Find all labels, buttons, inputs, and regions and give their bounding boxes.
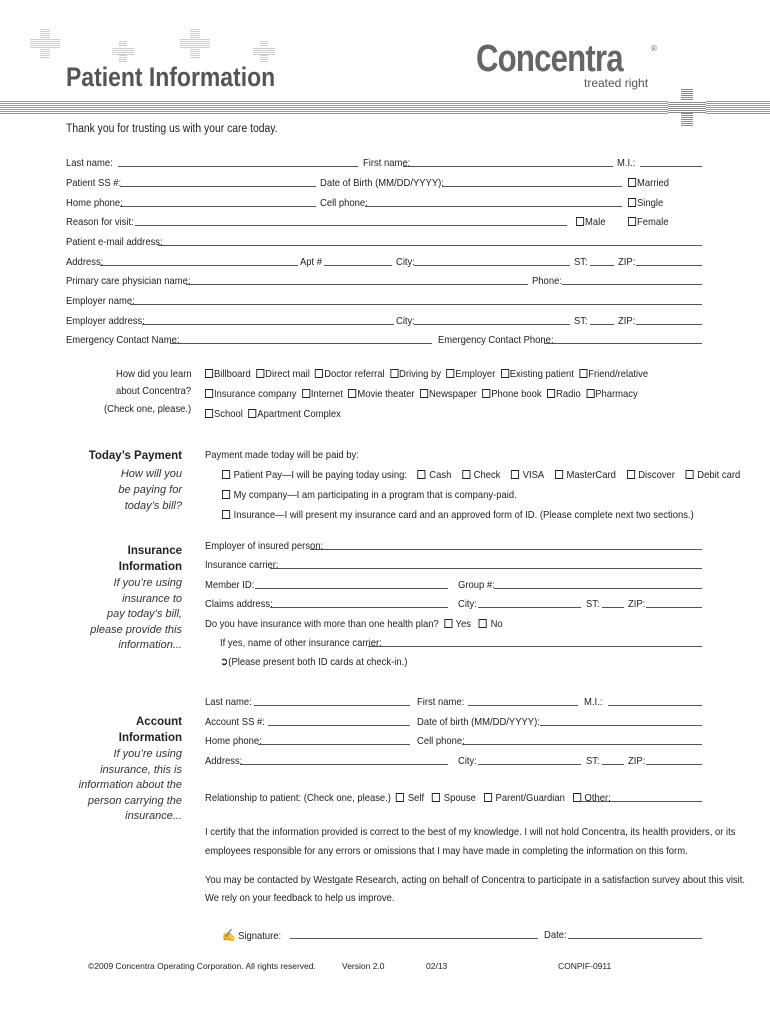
decorative-cross-icon [30,28,60,58]
pcp-label: Primary care physician name: [66,275,191,287]
insurance-heading-1: Insurance [127,545,182,557]
payment-method[interactable]: MasterCard [552,469,616,481]
footer-version: Version 2.0 [342,961,385,971]
intro-text: Thank you for trusting us with your care today. [66,123,278,135]
footer-date: 02/13 [426,961,448,971]
account-dob-label: Date of birth (MM/DD/YYYY): [417,716,540,728]
account-address-field[interactable] [240,764,448,765]
learn-option[interactable]: Direct mail [256,368,310,380]
decorative-cross-icon [112,40,134,62]
payment-heading: Today’s Payment [88,450,182,462]
last-name-label: Last name: [66,157,113,169]
account-heading-1: Account [136,716,182,728]
employer-name-field[interactable] [130,304,702,305]
payment-method[interactable]: Debit card [683,469,740,481]
account-first-name-label: First name: [417,696,465,708]
decorative-cross-icon [253,40,275,62]
emergency-phone-label: Emergency Contact Phone: [438,334,554,346]
account-cell-phone-field[interactable] [462,744,702,745]
account-cell-phone-label: Cell phone: [417,735,465,747]
married-label: Married [637,177,670,189]
account-side-1: If you’re using [113,748,182,760]
payment-method[interactable]: VISA [508,469,544,481]
pcp-field[interactable] [186,284,528,285]
patient-pay-row [222,469,746,481]
relationship-option[interactable]: Spouse [432,792,476,804]
city-label: City: [396,256,415,268]
claims-address-field[interactable] [270,607,448,608]
account-ss-field[interactable] [268,725,410,726]
employer-zip-field[interactable] [636,324,702,325]
account-side-5: insurance... [125,810,182,822]
carrier-field[interactable] [270,568,702,569]
insurance-side-4: please provide this [90,624,182,636]
female-checkbox[interactable] [628,216,669,228]
account-ss-label: Account SS #: [205,716,265,728]
patient-pay-option[interactable]: Patient Pay—I will be paying today using: [222,469,407,481]
email-field[interactable] [158,245,702,246]
employer-name-label: Employer name: [66,295,135,307]
account-dob-field[interactable] [540,725,702,726]
employer-city-field[interactable] [414,324,570,325]
signature-field[interactable] [290,938,538,939]
pcp-phone-field[interactable] [562,284,702,285]
zip-field[interactable] [636,265,702,266]
learn-option[interactable]: Apartment Complex [248,408,341,420]
city-field[interactable] [414,265,570,266]
claims-st-field[interactable] [602,607,624,608]
employer-st-label: ST: [574,315,588,327]
address-label: Address: [66,256,104,268]
male-label: Male [585,216,606,228]
ss-label: Patient SS #: [66,177,122,189]
claims-city-label: City: [458,598,477,610]
account-st-label: ST: [586,755,600,767]
payment-method[interactable]: Cash [415,469,451,481]
learn-option[interactable]: Internet [302,388,343,400]
learn-option[interactable]: Employer [446,368,495,380]
learn-row-1 [205,368,654,380]
account-mi-field[interactable] [608,705,702,706]
member-id-label: Member ID: [205,579,255,591]
relationship-label: Relationship to patient: (Check one, please.) [205,792,391,804]
signature-row [222,929,281,942]
account-zip-label: ZIP: [628,755,646,767]
account-city-label: City: [458,755,477,767]
married-checkbox[interactable] [628,177,669,189]
first-name-field[interactable] [403,166,613,167]
apt-field[interactable] [324,265,392,266]
insurance-pay-option[interactable]: Insurance—I will present my insurance card and an approved form of ID. (Please complete next two sections.) [222,509,694,521]
emergency-name-field[interactable] [170,343,432,344]
account-mi-label: M.I.: [584,696,603,708]
st-label: ST: [574,256,588,268]
checkbox-icon [628,178,636,187]
male-checkbox[interactable] [576,216,605,228]
apt-label: Apt # [300,256,323,268]
last-name-field[interactable] [118,166,358,167]
date-label: Date: [544,929,567,941]
reason-field[interactable] [135,225,567,226]
survey-line-2: We rely on your feedback to help us improve. [205,892,395,904]
reason-label: Reason for visit: [66,216,134,228]
learn-row-2 [205,388,643,400]
footer-code: CONPIF-0911 [558,961,612,971]
brand-name: Concentra [476,38,623,80]
group-label: Group #: [458,579,495,591]
ss-field[interactable] [120,186,316,187]
present-cards-note: ➲(Please present both ID cards at check-in.) [220,656,408,668]
account-first-name-field[interactable] [468,705,578,706]
signature-label: Signature: [238,930,282,942]
checkbox-icon [628,198,636,207]
relationship-option[interactable]: Other: [573,792,611,804]
employer-st-field[interactable] [590,324,614,325]
dob-field[interactable] [442,186,622,187]
yes-checkbox[interactable]: Yes [444,618,471,630]
insurance-side-1: If you’re using [113,577,182,589]
brand-logo [476,38,666,98]
account-last-name-label: Last name: [205,696,252,708]
zip-label: ZIP: [618,256,636,268]
insured-employer-field[interactable] [310,549,702,550]
account-side-2: insurance, this is [100,764,182,776]
more-plans-row [205,618,508,630]
single-checkbox[interactable] [628,197,663,209]
account-side-4: person carrying the [87,795,182,807]
brand-registered-mark: ® [651,44,657,53]
other-carrier-label: If yes, name of other insurance carrier: [220,637,382,649]
claims-city-field[interactable] [478,607,581,608]
payment-side-1: How will you [120,468,182,480]
brand-tagline: treated right [584,76,649,90]
account-zip-field[interactable] [646,764,702,765]
learn-option[interactable]: Pharmacy [586,388,638,400]
carrier-label: Insurance carrier: [205,559,279,571]
employer-address-field[interactable] [142,324,394,325]
payment-side-3: today’s bill? [124,500,182,512]
payment-side-2: be paying for [118,484,182,496]
insured-employer-label: Employer of insured person: [205,540,324,552]
learn-option[interactable]: Newspaper [420,388,477,400]
learn-option[interactable]: Insurance company [205,388,296,400]
page-title: Patient Information [66,62,276,92]
learn-question-2: about Concentra? [116,385,192,397]
learn-row-3 [205,408,346,420]
emergency-name-label: Emergency Contact Name: [66,334,180,346]
arrow-icon: ➲ [220,656,229,668]
dob-label: Date of Birth (MM/DD/YYYY): [320,177,444,189]
learn-option[interactable]: School [205,408,243,420]
insurance-heading-2: Information [118,561,182,573]
employer-zip-label: ZIP: [618,315,636,327]
logo-cross-icon [668,88,706,126]
mi-label: M.I.: [617,157,636,169]
learn-option[interactable]: Billboard [205,368,251,380]
survey-line-1: You may be contacted by Westgate Research, acting on behalf of Concentra to participate in a satisfaction survey about this visit. [205,874,746,886]
account-home-phone-field[interactable] [258,744,410,745]
relationship-other-field[interactable] [580,801,702,802]
checkbox-icon [576,217,584,226]
payment-method[interactable]: Check [459,469,500,481]
account-last-name-field[interactable] [254,705,410,706]
claims-st-label: ST: [586,598,600,610]
cell-phone-field[interactable] [365,206,622,207]
account-st-field[interactable] [602,764,624,765]
cell-phone-label: Cell phone: [320,197,368,209]
learn-option[interactable]: Existing patient [501,368,574,380]
relationship-option[interactable]: Self [396,792,424,804]
payment-method[interactable]: Discover [624,469,675,481]
insurance-side-5: information... [118,639,182,651]
payment-intro: Payment made today will be paid by: [205,449,359,461]
account-city-field[interactable] [478,764,581,765]
learn-question-1: How did you learn [116,368,192,380]
relationship-row [205,792,616,804]
employer-address-label: Employer address: [66,315,145,327]
checkbox-icon [628,217,636,226]
learn-option[interactable]: Movie theater [348,388,414,400]
learn-question-3: (Check one, please.) [104,403,192,415]
learn-option[interactable]: Radio [547,388,581,400]
learn-option[interactable]: Phone book [482,388,541,400]
account-home-phone-label: Home phone: [205,735,262,747]
employer-city-label: City: [396,315,415,327]
claims-address-label: Claims address: [205,598,273,610]
account-side-3: information about the [78,779,182,791]
company-pay-option[interactable]: My company—I am participating in a program that is company-paid. [222,489,517,501]
email-label: Patient e-mail address: [66,236,163,248]
other-carrier-field[interactable] [368,646,702,647]
claims-zip-label: ZIP: [628,598,646,610]
first-name-label: First name: [363,157,411,169]
insurance-side-3: pay today’s bill, [106,608,182,620]
account-heading-2: Information [118,732,182,744]
certify-line-1: I certify that the information provided is correct to the best of my knowledge. I will not hold Concentra, its health providers, or its [205,826,736,838]
pcp-phone-label: Phone: [532,275,562,287]
home-phone-field[interactable] [120,206,316,207]
certify-line-2: employees responsible for any errors or omissions that I may have made in completing the information on this form. [205,845,688,857]
header-stripe [0,100,770,114]
relationship-option[interactable]: Parent/Guardian [484,792,565,804]
emergency-phone-field[interactable] [544,343,702,344]
member-id-field[interactable] [255,588,448,589]
learn-option[interactable]: Driving by [390,368,441,380]
learn-option[interactable]: Doctor referral [315,368,384,380]
no-checkbox[interactable]: No [479,618,503,630]
more-plans-question: Do you have insurance with more than one health plan? [205,618,439,630]
learn-option[interactable]: Friend/relative [579,368,648,380]
group-field[interactable] [494,588,702,589]
home-phone-label: Home phone: [66,197,123,209]
date-field[interactable] [568,938,702,939]
female-label: Female [637,216,669,228]
account-address-label: Address: [205,755,243,767]
single-label: Single [637,197,664,209]
insurance-side-2: insurance to [122,593,182,605]
footer-copyright: ©2009 Concentra Operating Corporation. All rights reserved. [88,961,316,971]
claims-zip-field[interactable] [646,607,702,608]
st-field[interactable] [590,265,614,266]
address-field[interactable] [100,265,298,266]
mi-field[interactable] [640,166,702,167]
decorative-cross-icon [180,28,210,58]
pen-icon: ✍ [222,928,236,942]
